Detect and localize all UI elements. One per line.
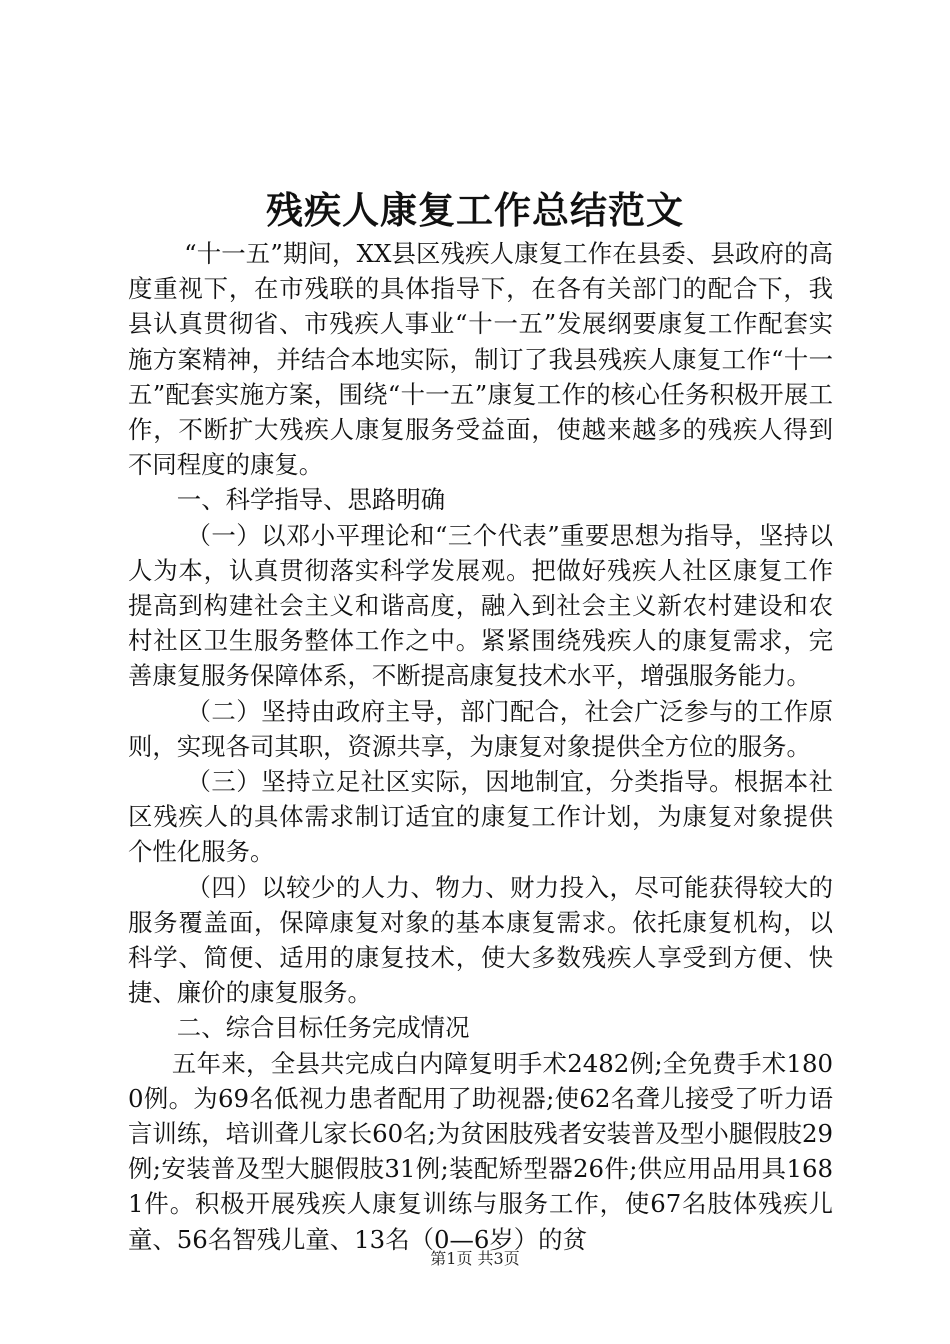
section-heading-1: 一、科学指导、思路明确	[176, 485, 446, 515]
document-body	[128, 236, 833, 1257]
paragraph-item-2: （二）坚持由政府主导，部门配合，社会广泛参与的工作原则，实现各司其职，资源共享，为康复对象提供全方位的服务。	[128, 696, 833, 761]
results-paragraph: 五年来，全县共完成白内障复明手术2482例;全免费手术1800例。为69名低视力患者配用了助视器;使62名聋儿接受了听力语言训练，培训聋儿家长60名;为贫困肢残者安装普及型小腿假肢29例;安装普及型大腿假肢31例;装配矫型器26件;供应用品用具1681件。积极开展残疾人康复训练与服务工作，使67名肢体残疾儿童、56名智残儿童、13名（0—6岁）的贫	[128, 1048, 833, 1254]
paragraph-item-3: （三）坚持立足社区实际，因地制宜，分类指导。根据本社区残疾人的具体需求制订适宜的康复工作计划，为康复对象提供个性化服务。	[128, 767, 833, 867]
page-footer: 第1页 共3页	[430, 1249, 520, 1268]
paragraph-item-4: （四）以较少的人力、物力、财力投入，尽可能获得较大的服务覆盖面，保障康复对象的基本康复需求。依托康复机构，以科学、简便、适用的康复技术，使大多数残疾人享受到方便、快捷、廉价的康复服务。	[128, 872, 833, 1008]
paragraph-item-1: （一）以邓小平理论和“三个代表”重要思想为指导，坚持以人为本，认真贯彻落实科学发展观。把做好残疾人社区康复工作提高到构建社会主义和谐高度，融入到社会主义新农村建设和农村社区卫生服务整体工作之中。紧紧围绕残疾人的康复需求，完善康复服务保障体系，不断提高康复技术水平，增强服务能力。	[128, 520, 833, 691]
section-heading-2: 二、综合目标任务完成情况	[176, 1013, 470, 1043]
document-title: 残疾人康复工作总结范文	[266, 188, 684, 232]
intro-paragraph: “十一五”期间，XX县区残疾人康复工作在县委、县政府的高度重视下，在市残联的具体指导下，在各有关部门的配合下，我县认真贯彻省、市残疾人事业“十一五”发展纲要康复工作配套实施方案精神，并结合本地实际，制订了我县残疾人康复工作“十一五”配套实施方案，围绕“十一五”康复工作的核心任务积极开展工作，不断扩大残疾人康复服务受益面，使越来越多的残疾人得到不同程度的康复。	[128, 239, 833, 480]
